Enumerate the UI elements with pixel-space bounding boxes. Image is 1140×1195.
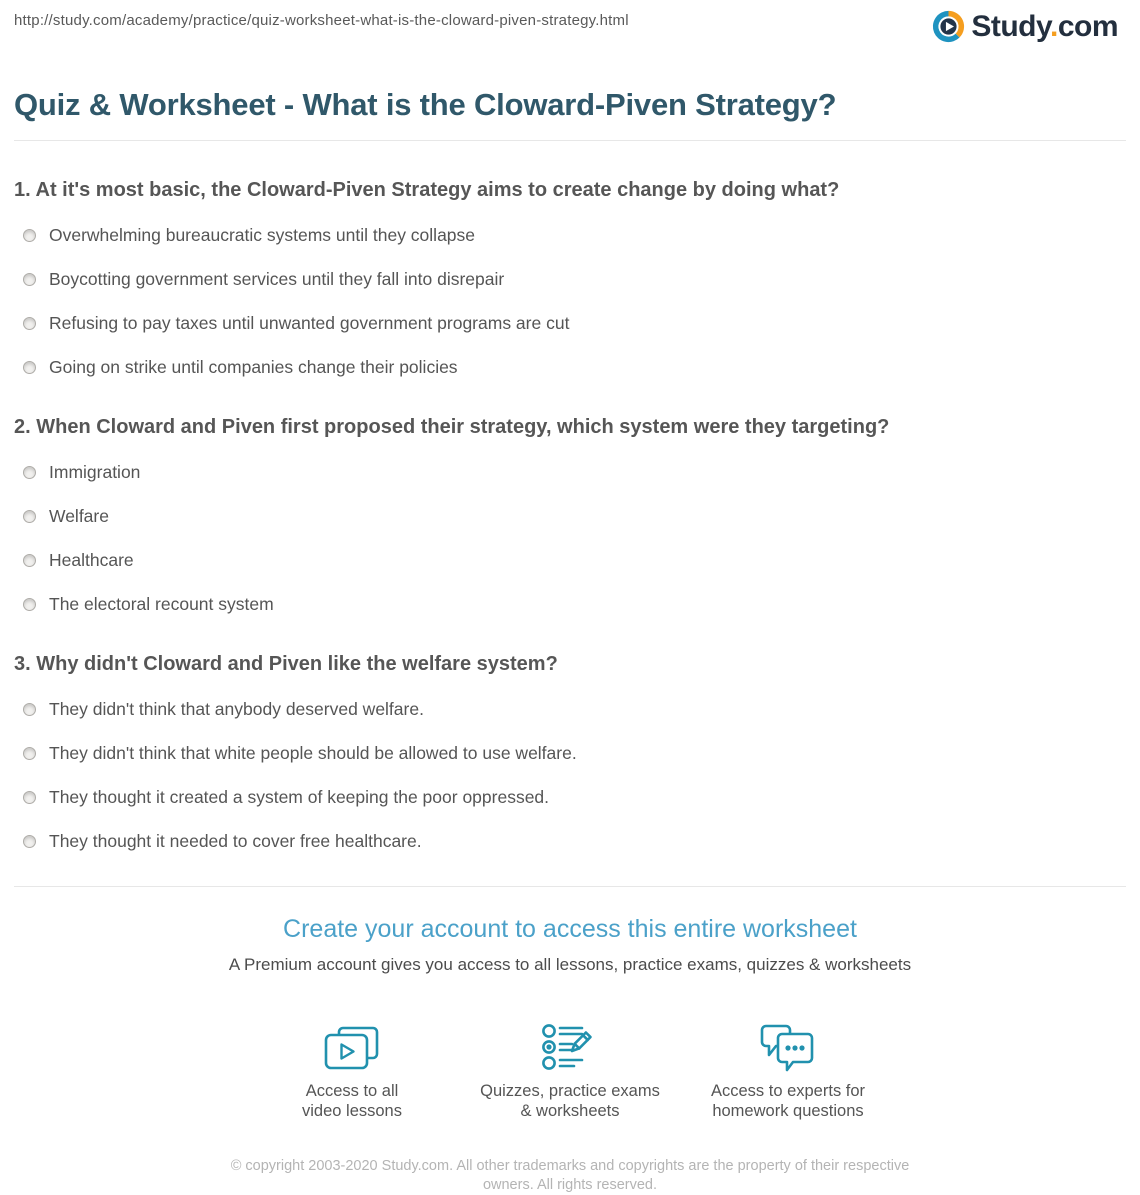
question-1-option-3[interactable] [23,312,1126,334]
question-2-text: 2. When Cloward and Piven first proposed their strategy, which system were they targeting? [14,416,890,438]
option-label[interactable]: They didn't think that anybody deserved welfare. [49,699,424,719]
radio-button[interactable] [23,554,36,567]
option-label[interactable]: Healthcare [49,550,134,570]
option-label[interactable]: Immigration [49,462,141,482]
question-2-option-1[interactable] [23,461,1126,483]
cta-divider [14,886,1126,887]
radio-button[interactable] [23,361,36,374]
quiz-worksheets-icon [540,1022,600,1072]
question-3-option-1[interactable] [23,698,1126,720]
option-label[interactable]: They didn't think that white people should be allowed to use welfare. [49,743,577,763]
option-label[interactable]: Overwhelming bureaucratic systems until they collapse [49,225,476,245]
question-1 [14,177,1126,378]
feature-expert-help [679,1014,897,1121]
feature-label: Access to experts for homework questions [710,1082,866,1120]
top-bar [14,0,1126,62]
feature-label: Access to all video lessons [302,1082,402,1120]
page-title: Quiz & Worksheet - What is the Cloward-Piven Strategy? [14,87,837,122]
radio-button[interactable] [23,835,36,848]
radio-button[interactable] [23,317,36,330]
question-1-text: 1. At it's most basic, the Cloward-Piven Strategy aims to create change by doing what? [14,179,840,201]
page-url: http://study.com/academy/practice/quiz-worksheet-what-is-the-cloward-piven-strategy.html [14,12,629,29]
option-label[interactable]: Going on strike until companies change their policies [49,357,458,377]
question-1-option-2[interactable] [23,268,1126,290]
studycom-play-icon [932,10,965,43]
option-label[interactable]: They thought it created a system of keeping the poor oppressed. [49,787,550,807]
radio-button[interactable] [23,273,36,286]
title-divider [14,140,1126,141]
feature-list [14,1014,1126,1121]
page-footer [14,1157,1126,1195]
question-3-text: 3. Why didn't Cloward and Piven like the welfare system? [14,653,558,675]
question-2-option-4[interactable] [23,593,1126,615]
studycom-wordmark: Study.com [971,10,1118,43]
question-3-option-3[interactable] [23,786,1126,808]
question-3-option-2[interactable] [23,742,1126,764]
studycom-logo[interactable] [932,10,1118,43]
question-2-option-3[interactable] [23,549,1126,571]
question-2 [14,414,1126,615]
experts-chat-icon [760,1024,816,1072]
question-2-option-2[interactable] [23,505,1126,527]
radio-button[interactable] [23,703,36,716]
radio-button[interactable] [23,791,36,804]
question-1-option-1[interactable] [23,224,1126,246]
radio-button[interactable] [23,466,36,479]
question-3-option-4[interactable] [23,830,1126,852]
radio-button[interactable] [23,229,36,242]
option-label[interactable]: Boycotting government services until they fall into disrepair [49,269,505,289]
video-lessons-icon [324,1026,380,1072]
option-label[interactable]: The electoral recount system [49,594,274,614]
radio-button[interactable] [23,747,36,760]
question-1-option-4[interactable] [23,356,1126,378]
feature-label: Quizzes, practice exams & worksheets [480,1082,660,1120]
feature-quizzes-worksheets [461,1014,679,1121]
cta-subtitle: A Premium account gives you access to all lessons, practice exams, quizzes & worksheets [228,955,912,974]
radio-button[interactable] [23,510,36,523]
cta-section [14,914,1126,1121]
option-label[interactable]: Welfare [49,506,109,526]
option-label[interactable]: They thought it needed to cover free healthcare. [49,831,422,851]
option-label[interactable]: Refusing to pay taxes until unwanted government programs are cut [49,313,570,333]
feature-video-lessons [243,1014,461,1121]
copyright-notice: © copyright 2003-2020 Study.com. All other trademarks and copyrights are the property of their respective owners. All rights reserved. [230,1158,910,1193]
question-3 [14,651,1126,852]
cta-title: Create your account to access this entire worksheet [283,915,857,943]
radio-button[interactable] [23,598,36,611]
